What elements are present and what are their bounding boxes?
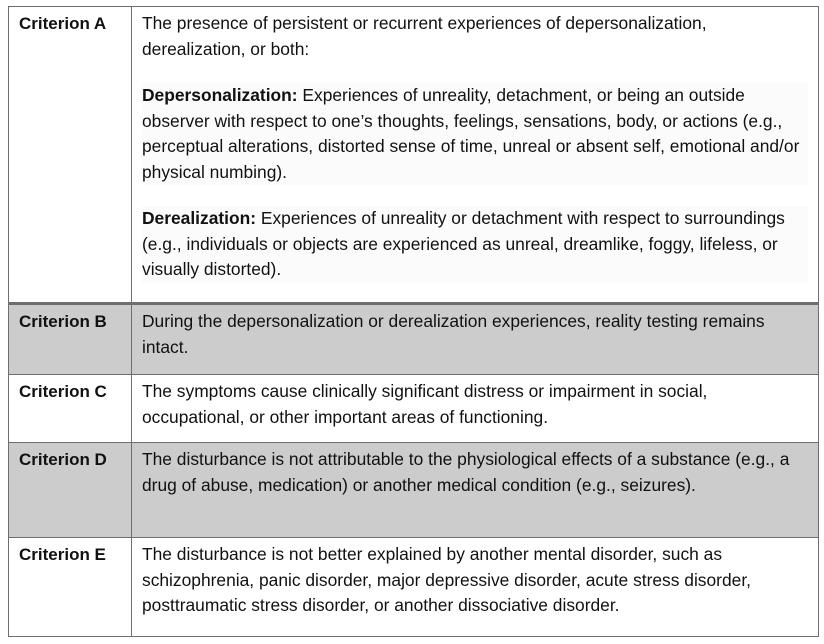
depersonalization-definition [142,83,808,185]
criterion-label: Criterion A [9,7,132,302]
definition-term: Depersonalization: [142,85,298,105]
criterion-label: Criterion D [9,443,132,537]
definition-text: Experiences of unreality or detachment with respect to surroundings (e.g., individuals or objects are experienced as unreal, dreamlike, foggy, lifeless, or visually distorted). [142,208,785,279]
criterion-e-row [9,538,818,636]
criteria-table [8,6,819,637]
criterion-d-row [9,443,818,538]
criterion-description: The disturbance is not attributable to the physiological effects of a substance (e.g., a drug of abuse, medication) or another medical condition (e.g., seizures). [142,449,790,495]
criterion-intro: The presence of persistent or recurrent experiences of depersonalization, derealization, or both: [142,13,707,59]
criterion-description: The symptoms cause clinically significant distress or impairment in social, occupational, or other important areas of functioning. [142,381,708,427]
criterion-b-row [9,305,818,375]
criterion-c-row [9,375,818,443]
criterion-a-row [9,7,818,305]
criterion-label: Criterion E [9,538,132,636]
criterion-description: During the depersonalization or derealization experiences, reality testing remains intact. [142,311,765,357]
criterion-label: Criterion C [9,375,132,442]
definition-term: Derealization: [142,208,257,228]
criterion-description: The disturbance is not better explained by another mental disorder, such as schizophrenia, panic disorder, major depressive disorder, acute stress disorder, posttraumatic stress disorder, or another dissociative disorder. [142,544,751,615]
derealization-definition [142,206,808,283]
criterion-description [133,7,818,302]
criterion-label: Criterion B [9,305,132,374]
definition-text: Experiences of unreality, detachment, or being an outside observer with respect to one’s thoughts, feelings, sensations, body, or actions (e.g., perceptual alterations, distorted sense of time, unreal or absent self, emotional and/or physical numbing). [142,85,800,182]
